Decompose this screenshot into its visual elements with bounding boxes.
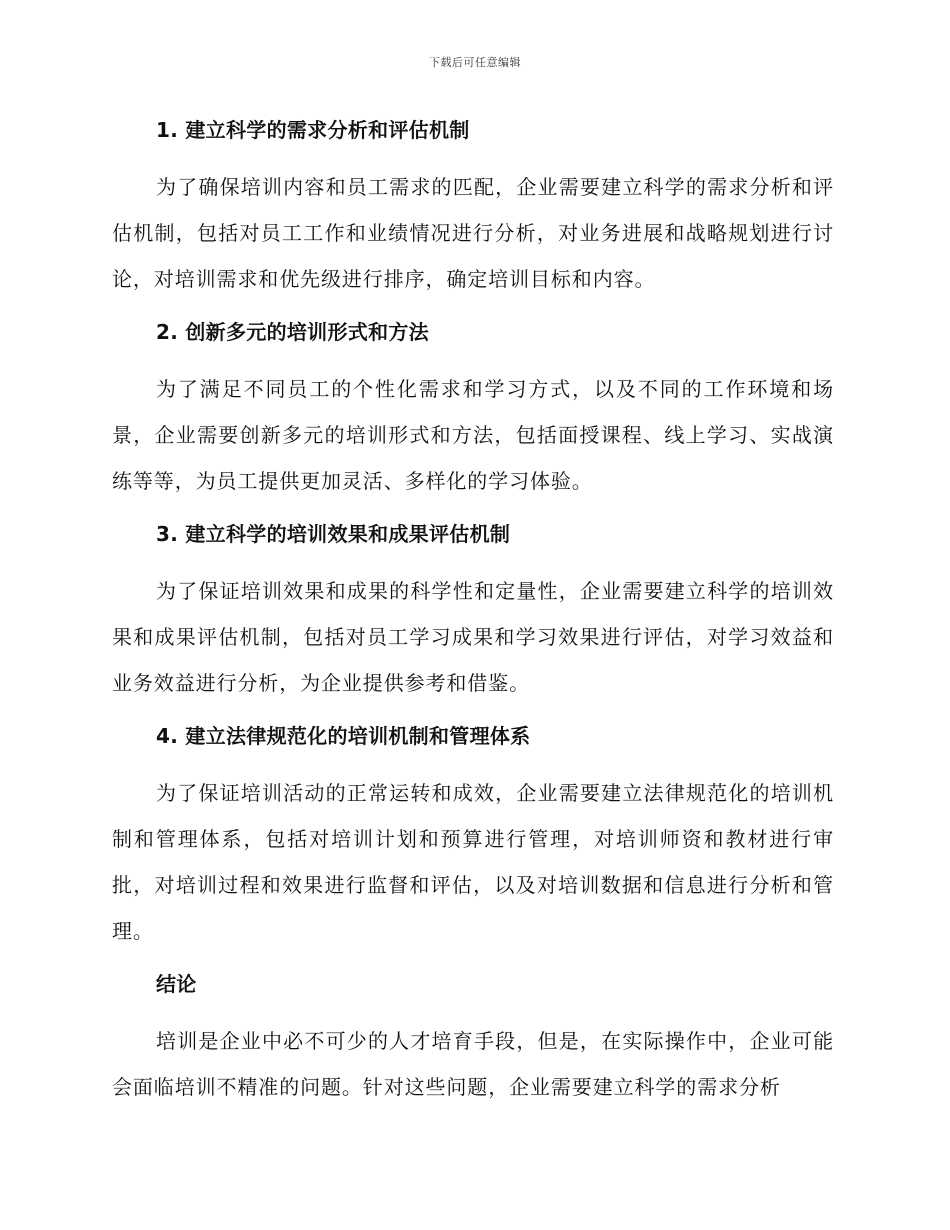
section-paragraph-2: 为了满足不同员工的个性化需求和学习方式，以及不同的工作环境和场景，企业需要创新多元的培训形式和方法，包括面授课程、线上学习、实战演练等等，为员工提供更加灵活、多样化的学习体验。 — [112, 377, 834, 493]
conclusion-heading: 结论 — [156, 972, 197, 996]
section-heading-1: 1. 建立科学的需求分析和评估机制 — [156, 118, 470, 142]
conclusion-paragraph: 培训是企业中必不可少的人才培育手段，但是，在实际操作中，企业可能会面临培训不精准的问题。针对这些问题，企业需要建立科学的需求分析 — [112, 1029, 834, 1099]
document-body — [112, 112, 834, 1110]
section-paragraph-1: 为了确保培训内容和员工需求的匹配，企业需要建立科学的需求分析和评估机制，包括对员工工作和业绩情况进行分析，对业务进展和战略规划进行讨论，对培训需求和优先级进行排序，确定培训目标和内容。 — [112, 175, 834, 291]
section-heading-3: 3. 建立科学的培训效果和成果评估机制 — [156, 522, 511, 546]
section-heading-4: 4. 建立法律规范化的培训机制和管理体系 — [156, 724, 531, 748]
section-paragraph-4: 为了保证培训活动的正常运转和成效，企业需要建立法律规范化的培训机制和管理体系，包括对培训计划和预算进行管理，对培训师资和教材进行审批，对培训过程和效果进行监督和评估，以及对培训数据和信息进行分析和管理。 — [112, 781, 834, 943]
section-paragraph-3: 为了保证培训效果和成果的科学性和定量性，企业需要建立科学的培训效果和成果评估机制，包括对员工学习成果和学习效果进行评估，对学习效益和业务效益进行分析，为企业提供参考和借鉴。 — [112, 579, 834, 695]
section-heading-2: 2. 创新多元的培训形式和方法 — [156, 320, 429, 344]
header-note: 下载后可任意编辑 — [429, 56, 521, 69]
